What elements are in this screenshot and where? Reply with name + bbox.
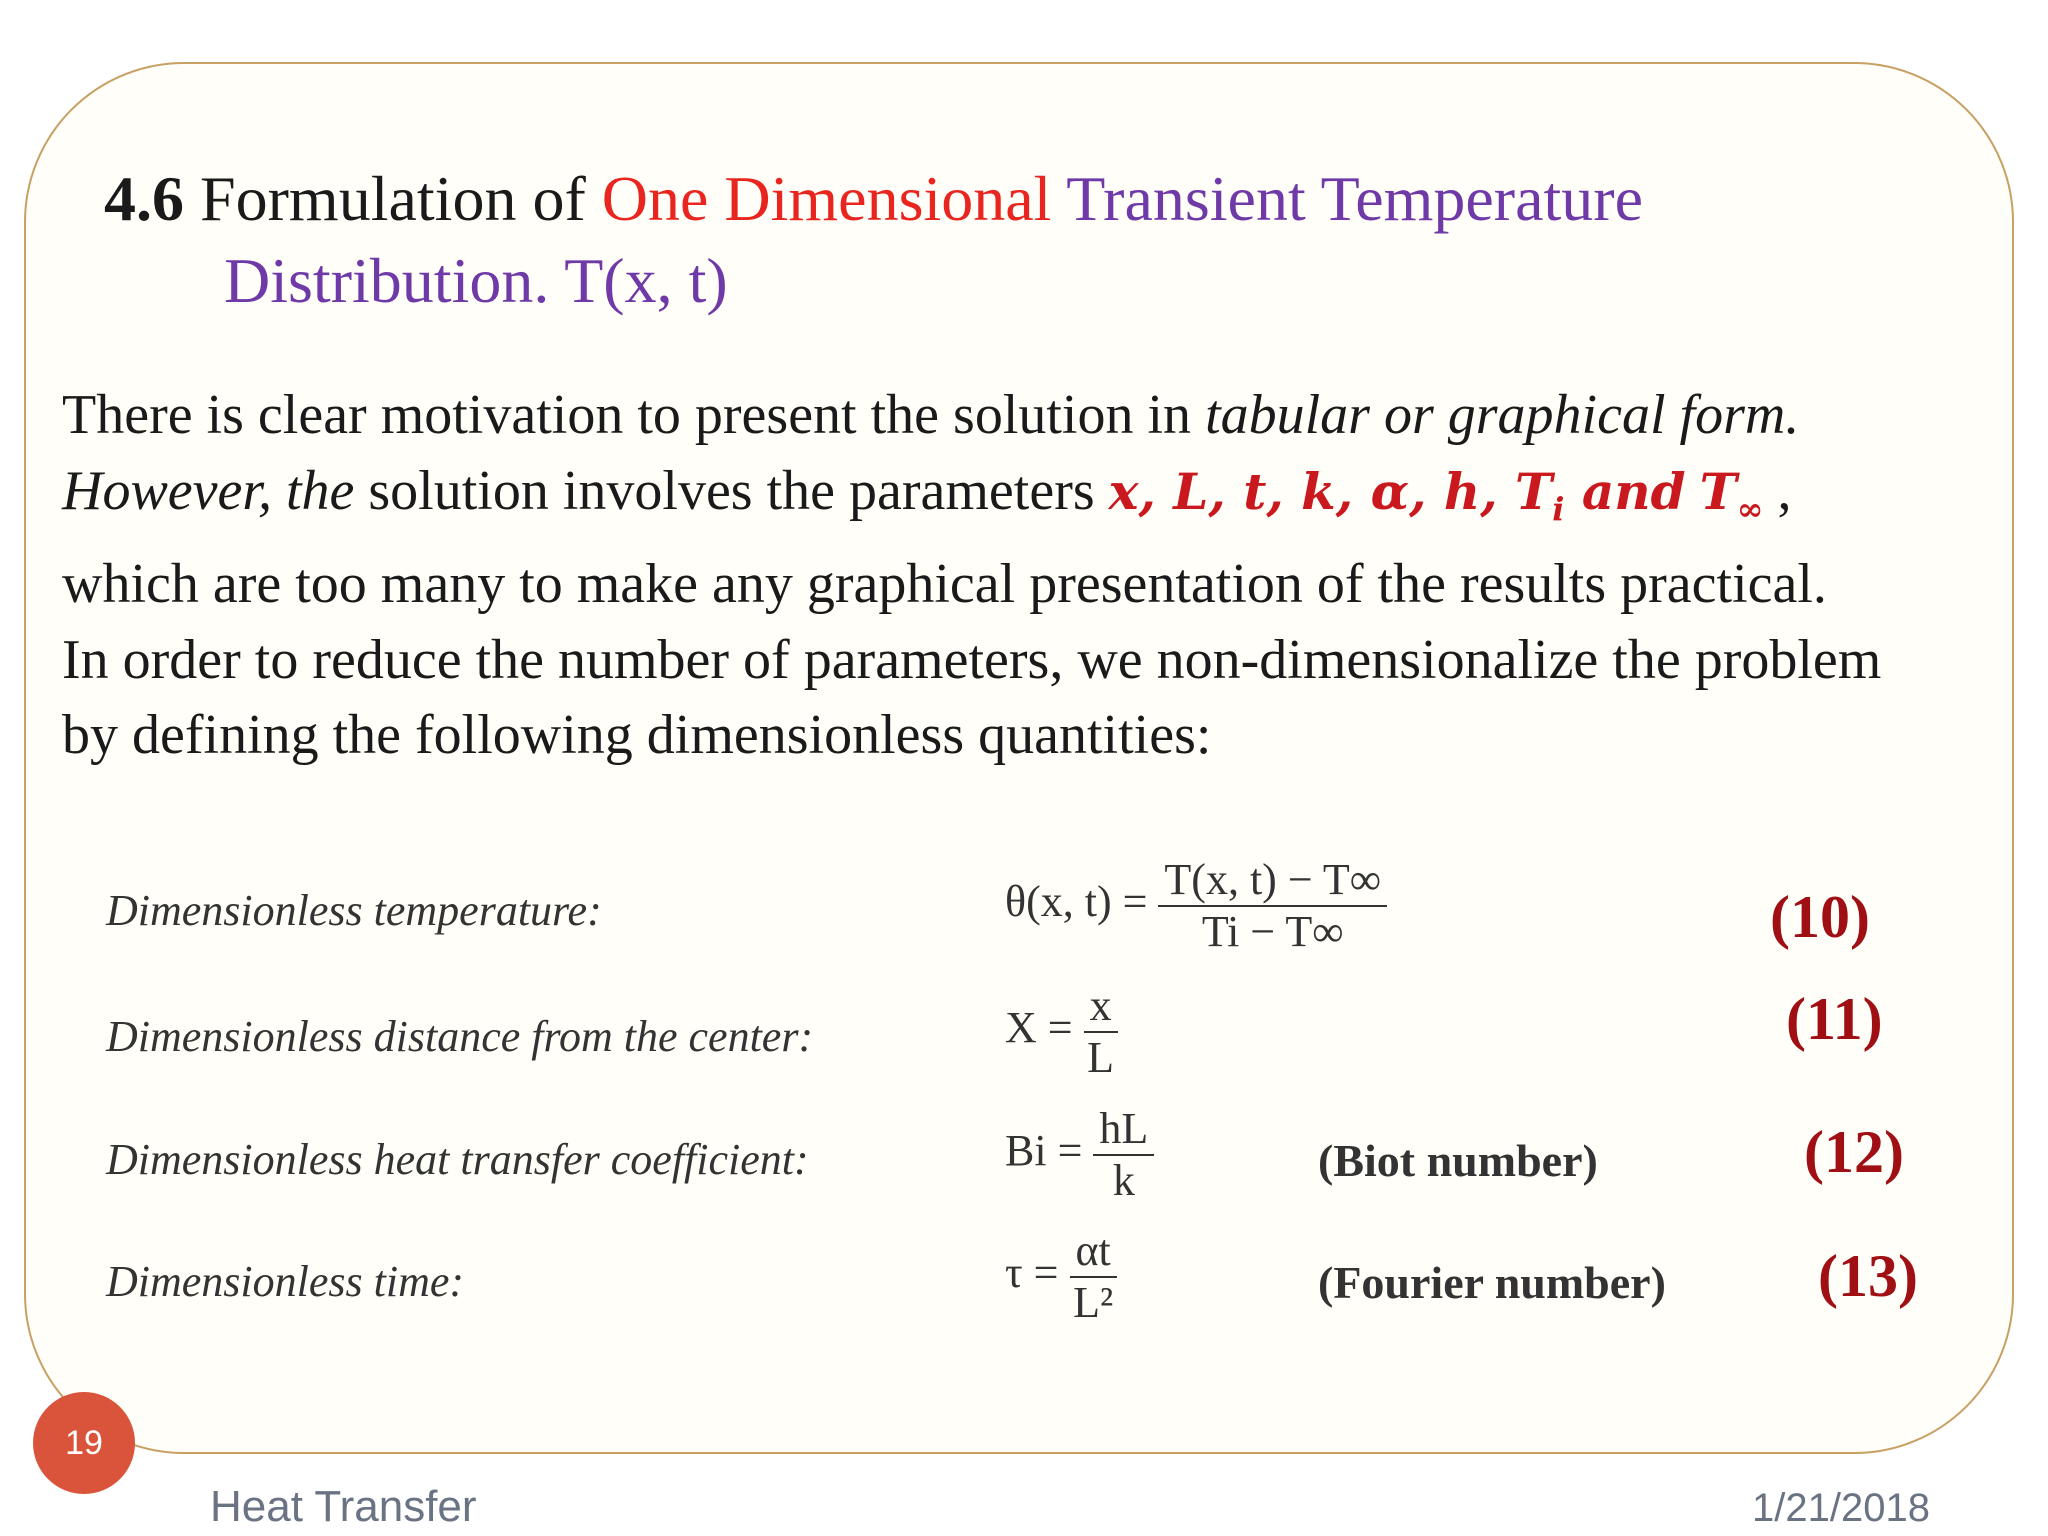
slide-body [62,378,1942,774]
equation-number: (12) [1804,1119,1904,1185]
equation-row-13 [0,1228,2048,1338]
title-line2: Distribution. T(x, t) [224,245,728,316]
footer-course: Heat Transfer [210,1482,477,1531]
equation-row-12 [0,1104,2048,1218]
body-text-1: There is clear motivation to present the solution in [62,384,1192,446]
equation-number: (10) [1770,884,1870,950]
equation-formula: Bi = $\frac{hL}{k}$ [1005,1104,1154,1206]
title-part1: Formulation of [200,163,586,234]
t-infinity: $T_\infty$ [1699,461,1764,528]
slide-title [104,158,1964,322]
body-italic-text: tabular or graphical form. However, the [62,384,1800,522]
parameter-list: x, L, t, k, α, h, $T_i$ and [1108,461,1686,528]
fraction: $\frac{hL}{k}$ [1093,1104,1154,1206]
footer-date: 1/21/2018 [1752,1486,1930,1530]
fraction: $\frac{x}{L}$ [1084,981,1118,1083]
equation-label: Dimensionless temperature: [106,886,602,935]
title-red-text: One Dimensional [601,163,1052,234]
equation-label: Dimensionless heat transfer coefficient: [106,1135,809,1184]
body-text-2: solution involves the parameters [368,459,1095,522]
equation-number: (13) [1818,1243,1918,1309]
equation-row-10 [0,855,2048,965]
equation-label: Dimensionless time: [106,1257,465,1306]
equation-label: Dimensionless distance from the center: [106,1012,814,1061]
equation-formula: τ = $\frac{\alpha t}{\text{L²}}$ [1005,1226,1117,1328]
equation-formula: X = $\frac{x}{L}$ [1005,981,1118,1083]
page-number-badge: 19 [33,1392,135,1494]
equation-number: (11) [1786,986,1883,1052]
body-paragraph-2: In order to reduce the number of parameters, we non-dimensionalize the problem by defining the following dimensionless quantities: [62,628,1882,766]
body-text-3: , which are too many to make any graphical presentation of the results practical. [62,459,1827,615]
biot-number-note: (Biot number) [1318,1135,1598,1186]
equation-formula: θ(x, t) = $\frac{T(x, t) - T\infty}{Ti - T\infty}$ [1005,855,1387,957]
title-purple-text: Transient Temperature [1066,163,1643,234]
fourier-number-note: (Fourier number) [1318,1257,1666,1308]
fraction: $\frac{T(x, t) - T\infty}{Ti - T\infty}$ [1158,855,1387,957]
fraction: $\frac{\alpha t}{\text{L²}}$ [1070,1226,1117,1328]
equation-row-11 [0,981,2048,1095]
section-number: 4.6 [104,163,184,234]
